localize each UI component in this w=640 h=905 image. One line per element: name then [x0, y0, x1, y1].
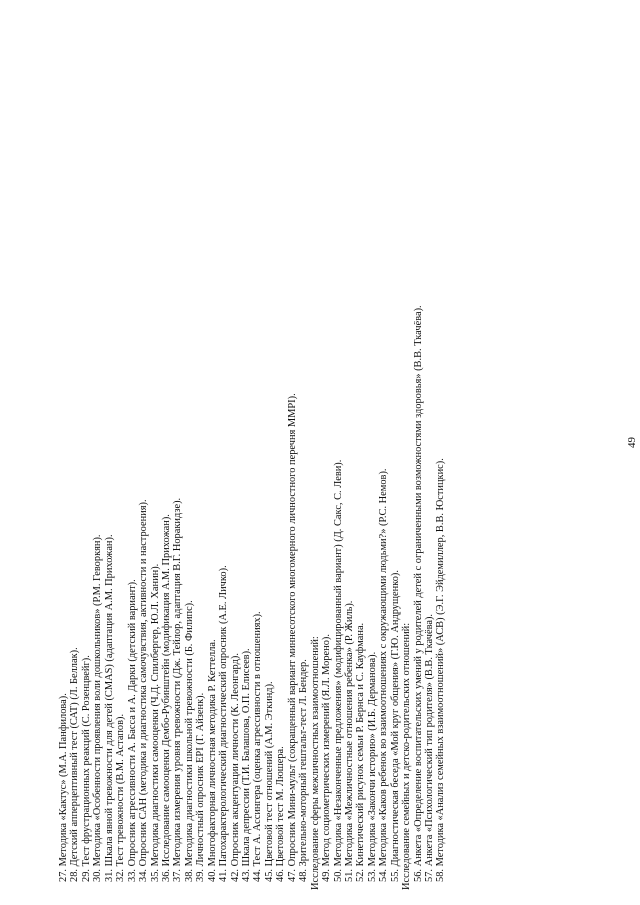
list-item: 41. Патохарактерологический диагностический опросник (А.Е. Личко).: [218, 565, 230, 882]
section-heading: Исследование сферы межличностных взаимоотношений:: [309, 636, 321, 890]
list-item: 27. Методика «Кактус» (М.А. Панфилова).: [58, 693, 69, 882]
list-item: 36. Исследование самооценки Дембо-Рубинштейн (модификация А.М. Прихожан).: [160, 514, 172, 882]
list-item: 43. Шкала депрессии (Т.И. Балашова, О.П. Елисеев).: [241, 648, 252, 882]
list-item: 40. Многофакторная личностная методика Р. Кеттелла.: [206, 639, 218, 882]
list-item: 50. Методика «Незаконченные предложения» (модифицированный вариант) (Д. Сакс, С. Леви).: [332, 459, 344, 882]
list-item: 52. Кинетический рисунок семьи Р. Бернса и С. Кауфмана.: [355, 622, 367, 882]
list-item: 37. Методика измерения уровня тревожности (Дж. Тейлор, адаптация В.Г. Норакидзе).: [172, 497, 184, 882]
list-item: 57. Анкета «Психологический тип родителя» (В.В. Ткачёва).: [424, 613, 435, 882]
list-item: 39. Личностный опросник ЕРI (Г. Айзенк).: [195, 692, 207, 882]
list-item: 45. Цветовой тест отношений (А.М. Эткинд).: [263, 681, 275, 882]
section-heading: Исследование семейных и детско-родительских отношений:: [401, 622, 413, 890]
list-item: 46. Цветовой тест М. Люшера.: [275, 746, 287, 882]
list-item: 30. Методика «Особенности проявления воли дошкольников» (Р.М. Геворкян).: [92, 534, 104, 882]
list-item: 33. Опросник агрессивности А. Басса и А. Дарки (детский вариант).: [126, 579, 138, 882]
list-item: 51. Методика «Межличностные отношения ребенка» (Р. Жиль).: [343, 600, 355, 882]
list-item: 53. Методика «Закончи историю» (И.Б. Дерманова).: [366, 651, 378, 882]
list-item: 54. Методика «Каков ребенок во взаимоотношениях с окружающими людьми?» (Р.С. Немов).: [378, 468, 390, 882]
list-item: 48. Зрительно-моторный гештальт-тест Л. Бендер.: [298, 659, 310, 882]
list-item: 58. Методика «Анализ семейных взаимоотношений» (АСВ) (Э.Г. Эйдемиллер, В.В. Юстицкис).: [435, 458, 447, 882]
list-item: 55. Диагностическая беседа «Мой круг общения» (Г.Ю. Андрущенко).: [389, 570, 401, 882]
list-item: 32. Тест тревожности (В.М. Астапов).: [115, 713, 127, 882]
page-number: 49: [626, 437, 638, 448]
list-item: 29. Тест фрустрационных реакций (С. Розенцвейг).: [80, 655, 92, 882]
list-item: 47. Опросник Мини-мульт (сокращенный вариант миннесотского многомерного личностного перечня ММРI).: [286, 393, 298, 882]
list-item: 38. Методика диагностики школьной тревожности (Б. Филипс).: [183, 600, 195, 882]
list-item: 42. Опросник акцентуации личности (К. Леонгард).: [229, 653, 241, 882]
list-item: 28. Детский апперцептивный тест (САТ) (Л. Беллак).: [69, 647, 81, 882]
list-item: 35. Методика диагностики самооценки (Ч.Д. Спилбергер, Ю.Л. Ханин).: [149, 563, 161, 882]
list-item: 56. Анкета «Определение воспитательских умений у родителей детей с ограниченными возможностями здоровья» (В.В. Ткачёва).: [412, 305, 424, 882]
list-item: 34. Опросник САН (методика и диагностика самочувствия, активности и настроения).: [138, 499, 150, 882]
list-item: 31. Шкала явной тревожности для детей (CMAS) (адаптация А.М. Прихожан).: [103, 534, 115, 882]
list-item: 44. Тест А. Ассингера (оценка агрессивности в отношениях).: [252, 611, 264, 882]
method-list: [58, 30, 447, 890]
list-item: 49. Метод социометрических измерений (Я.Л. Морено).: [321, 634, 333, 882]
